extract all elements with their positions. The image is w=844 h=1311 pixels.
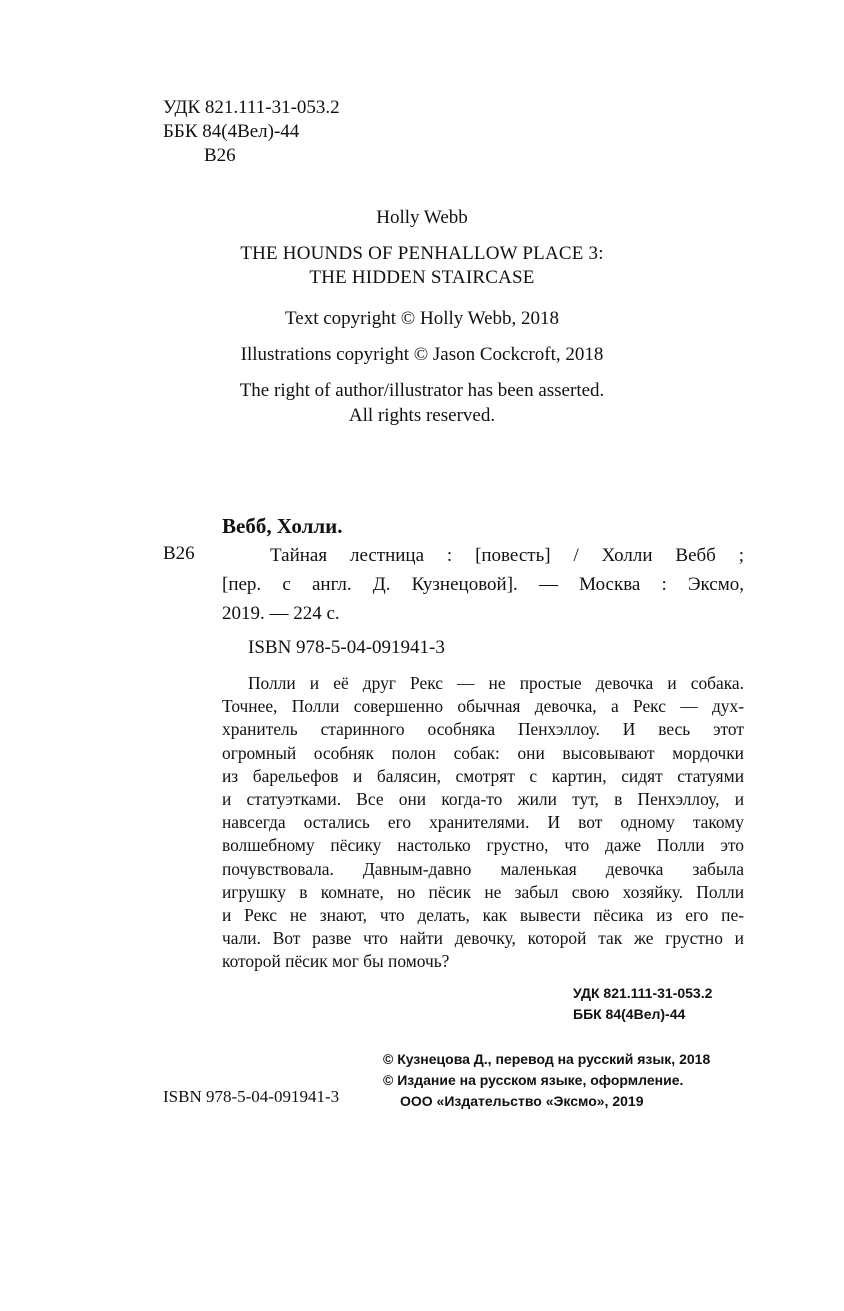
bottom-bbk: ББК 84(4Вел)-44: [573, 1006, 686, 1022]
bottom-udk: УДК 821.111-31-053.2: [573, 985, 713, 1001]
copyright-translation: © Кузнецова Д., перевод на русский язык, 2018: [383, 1051, 711, 1067]
annotation-line: волшебному пёсику настолько грустно, что даже Полли это: [222, 835, 744, 856]
annotation-line: хранитель старинного особняка Пенхэллоу. И весь этот: [222, 719, 744, 740]
original-title-line2: THE HIDDEN STAIRCASE: [309, 267, 535, 288]
annotation-line: из барельефов и балясин, смотрят с картин, сидят статуями: [222, 765, 744, 786]
copyright-edition-line1: © Издание на русском языке, оформление.: [383, 1072, 684, 1088]
annotation-line: почувствовала. Давным-давно маленькая девочка забыла: [222, 858, 744, 879]
original-author: Holly Webb: [376, 207, 468, 228]
bib-author-mark: В26: [163, 543, 195, 564]
illustrations-copyright: Illustrations copyright © Jason Cockcroft, 2018: [240, 344, 604, 365]
annotation-line: чали. Вот разве что найти девочку, которой так же грустно и: [222, 928, 744, 949]
rights-line1: The right of author/illustrator has been asserted.: [239, 380, 605, 401]
annotation-line: и статуэтками. Все они когда-то жили тут, в Пенхэллоу, и: [222, 789, 744, 810]
annotation-line: навсегда остались его хранителями. И вот одному такому: [222, 812, 744, 833]
bottom-isbn: ISBN 978-5-04-091941-3: [163, 1087, 340, 1106]
bib-description-line: 2019. — 224 с.: [222, 603, 340, 624]
udk-code: УДК 821.111-31-053.2: [163, 97, 340, 118]
bib-description: [222, 541, 744, 628]
annotation-line: Полли и её друг Рекс — не простые девочка и собака.: [248, 673, 744, 693]
annotation: [222, 672, 744, 974]
annotation-line: и Рекс не знают, что делать, как вывести пёсика из его пе-: [222, 905, 744, 926]
annotation-line: которой пёсик мог бы помочь?: [222, 951, 450, 972]
bib-isbn: ISBN 978-5-04-091941-3: [248, 637, 445, 658]
annotation-line: игрушку в комнате, но пёсик не забыл свою хозяйку. Полли: [222, 881, 744, 902]
rights-line2: All rights reserved.: [348, 405, 496, 426]
annotation-line: огромный особняк полон собак: они высовывают мордочки: [222, 742, 744, 763]
bib-description-line: Тайная лестница : [повесть] / Холли Вебб ;: [270, 545, 744, 566]
bib-author-heading: Вебб, Холли.: [222, 514, 343, 538]
original-title-line1: THE HOUNDS OF PENHALLOW PLACE 3:: [240, 243, 604, 264]
copyright-edition-line2: ООО «Издательство «Эксмо», 2019: [400, 1093, 644, 1109]
bbk-code: ББК 84(4Вел)-44: [163, 121, 300, 142]
text-copyright: Text copyright © Holly Webb, 2018: [284, 308, 560, 329]
bib-description-line: [пер. с англ. Д. Кузнецовой]. — Москва : Эксмо,: [222, 574, 744, 595]
author-mark: В26: [204, 145, 236, 166]
annotation-line: Точнее, Полли совершенно обычная девочка, а Рекс — дух-: [222, 696, 744, 717]
